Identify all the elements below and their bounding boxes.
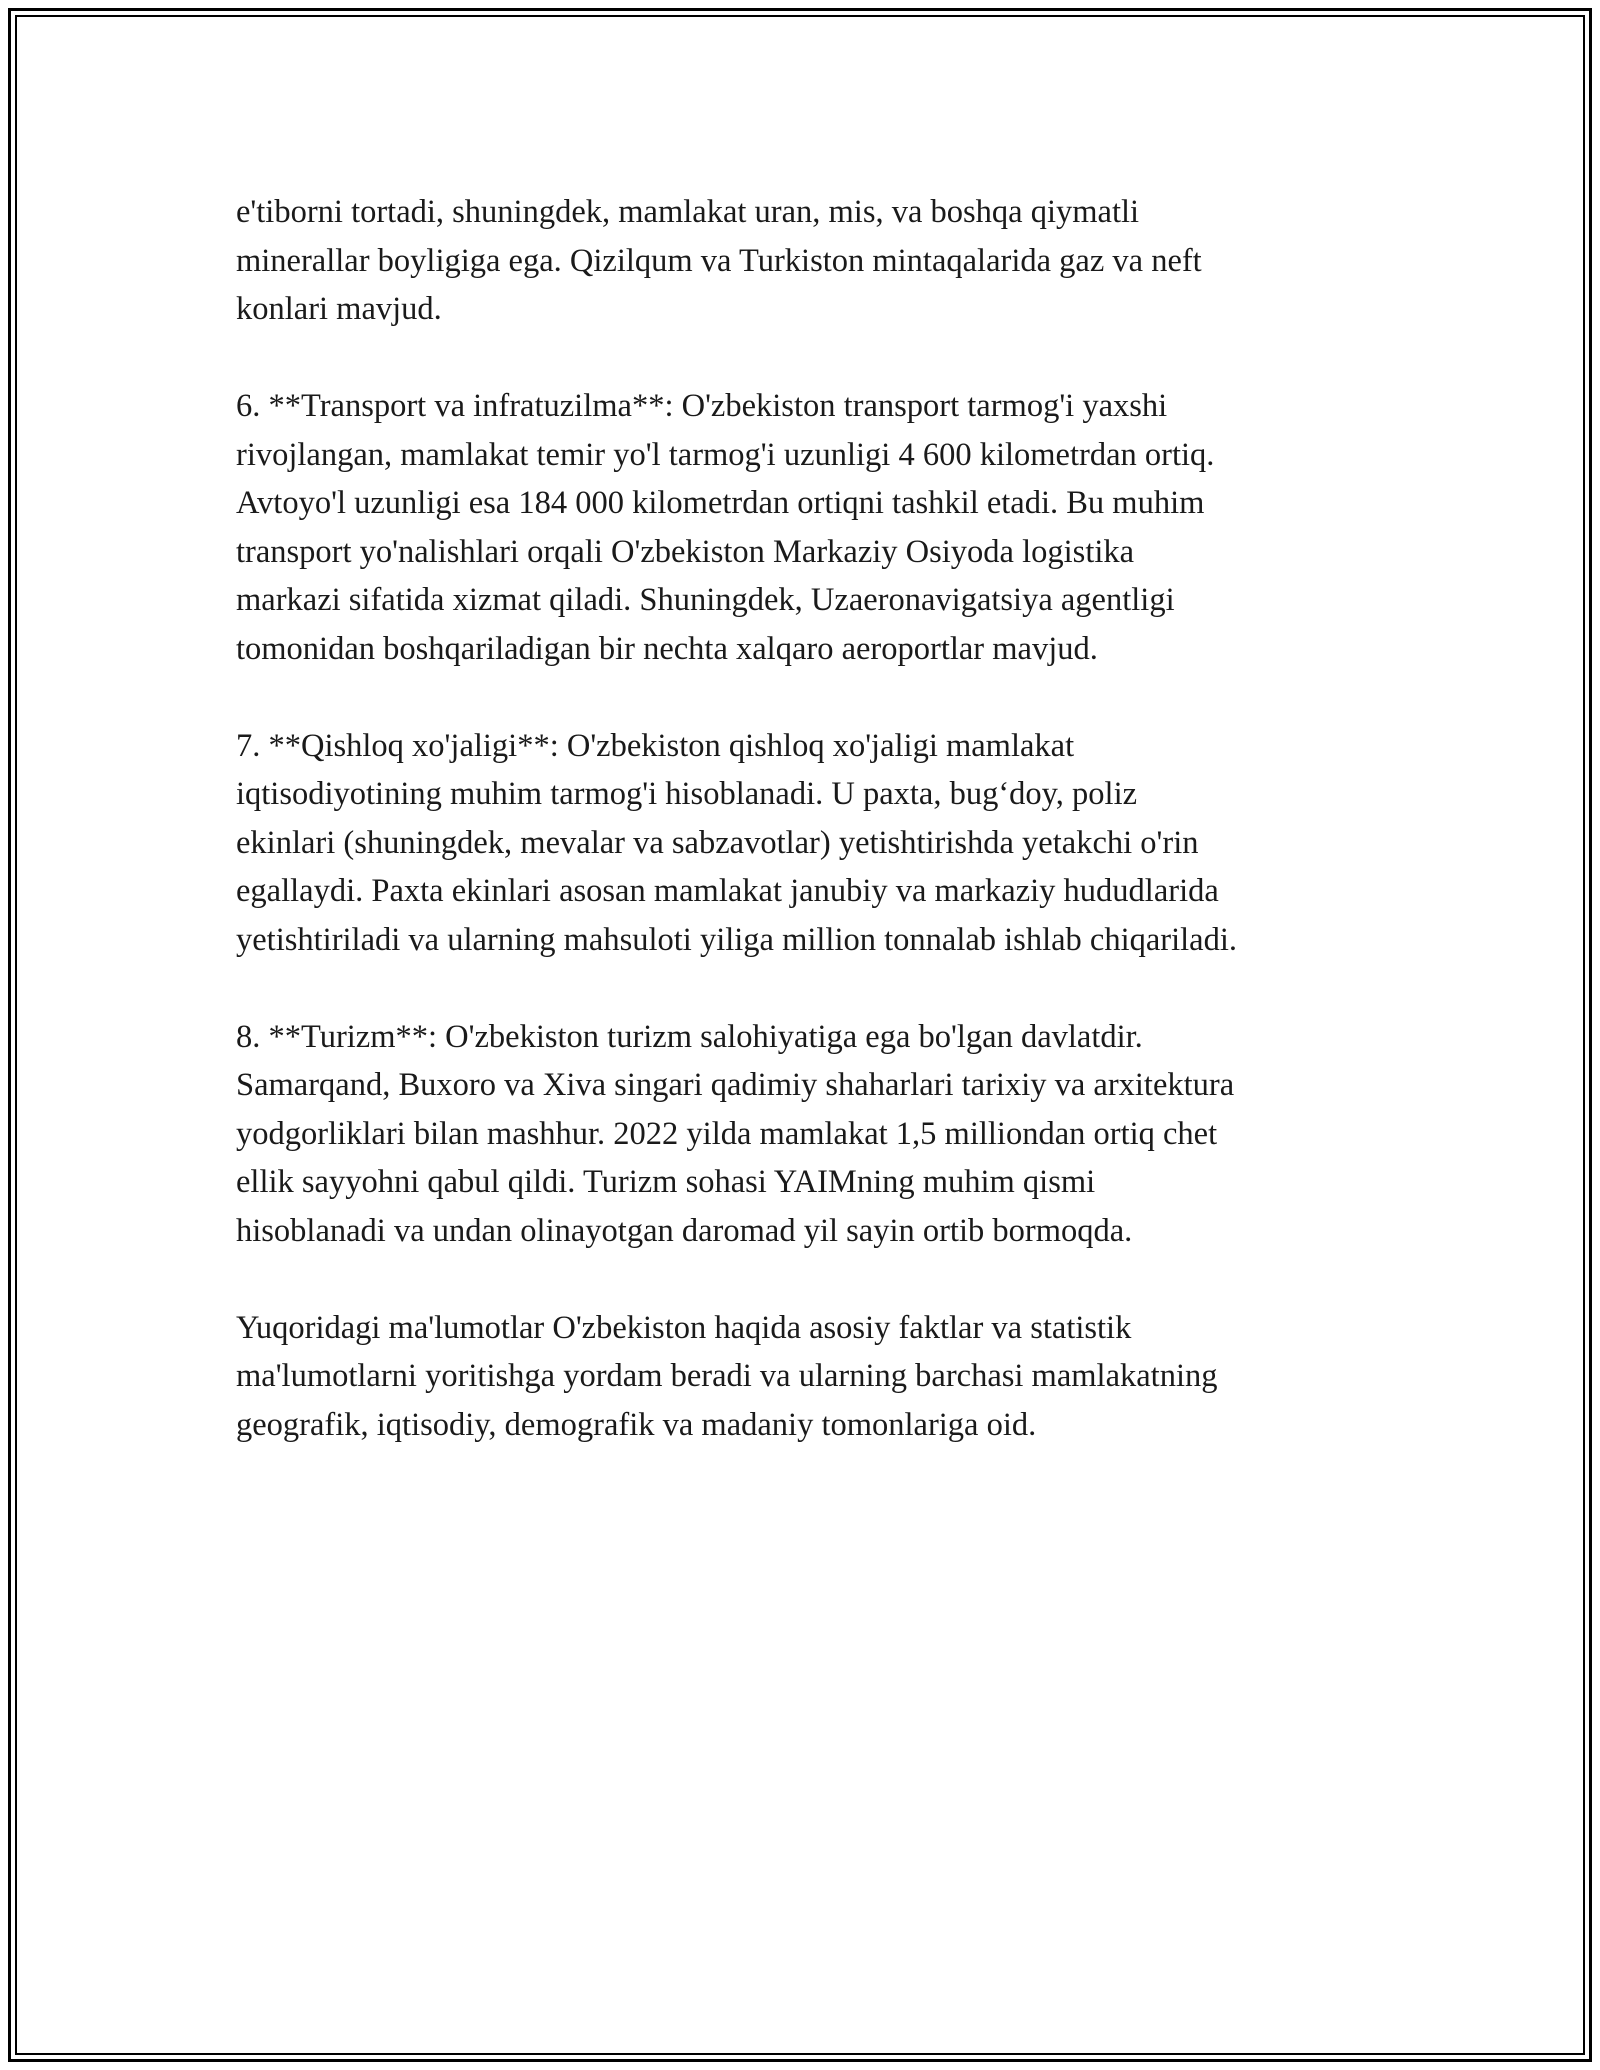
text-line: minerallar boyligiga ega. Qizilqum va Turkiston mintaqalarida gaz va neft xyxy=(236,242,1202,279)
text-line: Avtoyo'l uzunligi esa 184 000 kilometrdan ortiqni tashkil etadi. Bu muhim xyxy=(236,485,1205,521)
text-line: yetishtiriladi va ularning mahsuloti yiliga million tonnalab ishlab chiqariladi. xyxy=(236,921,1237,958)
text-line: Yuqoridagi ma'lumotlar O'zbekiston haqida asosiy faktlar va statistik xyxy=(236,1309,1132,1346)
text-line: yodgorliklari bilan mashhur. 2022 yilda mamlakat 1,5 milliondan ortiq chet xyxy=(236,1115,1218,1152)
text-line: geografik, iqtisodiy, demografik va madaniy tomonlariga oid. xyxy=(236,1406,1037,1443)
paragraph-transport xyxy=(236,382,1376,673)
paragraph-agriculture xyxy=(236,722,1376,965)
text-line: egallaydi. Paxta ekinlari asosan mamlakat janubiy va markaziy hududlarida xyxy=(236,873,1219,909)
paragraph-minerals xyxy=(236,188,1376,334)
text-line: 7. **Qishloq xo'jaligi**: O'zbekiston qishloq xo'jaligi mamlakat xyxy=(236,727,1075,764)
text-line: e'tiborni tortadi, shuningdek, mamlakat uran, mis, va boshqa qiymatli xyxy=(236,194,1140,230)
text-line: ekinlari (shuningdek, mevalar va sabzavotlar) yetishtirishda yetakchi o'rin xyxy=(236,824,1199,861)
text-line: markazi sifatida xizmat qiladi. Shuningdek, Uzaeronavigatsiya agentligi xyxy=(236,582,1175,618)
text-line: iqtisodiyotining muhim tarmog'i hisoblanadi. U paxta, bug‘doy, poliz xyxy=(236,776,1138,812)
text-line: transport yo'nalishlari orqali O'zbekiston Markaziy Osiyoda logistika xyxy=(236,533,1135,570)
text-line: ellik sayyohni qabul qildi. Turizm sohasi YAIMning muhim qismi xyxy=(236,1164,1096,1200)
document-body xyxy=(236,188,1376,1498)
text-line: 6. **Transport va infratuzilma**: O'zbekiston transport tarmog'i yaxshi xyxy=(236,388,1168,424)
text-line: Samarqand, Buxoro va Xiva singari qadimiy shaharlari tarixiy va arxitektura xyxy=(236,1067,1235,1103)
text-line: konlari mavjud. xyxy=(236,291,442,327)
paragraph-tourism xyxy=(236,1013,1376,1256)
text-line: 8. **Turizm**: O'zbekiston turizm salohiyatiga ega bo'lgan davlatdir. xyxy=(236,1018,1143,1055)
text-line: hisoblanadi va undan olinayotgan daromad yil sayin ortib bormoqda. xyxy=(236,1212,1133,1249)
text-line: ma'lumotlarni yoritishga yordam beradi va ularning barchasi mamlakatning xyxy=(236,1358,1218,1394)
text-line: tomonidan boshqariladigan bir nechta xalqaro aeroportlar mavjud. xyxy=(236,630,1098,667)
text-line: rivojlangan, mamlakat temir yo'l tarmog'i uzunligi 4 600 kilometrdan ortiq. xyxy=(236,436,1215,473)
paragraph-conclusion xyxy=(236,1304,1376,1450)
